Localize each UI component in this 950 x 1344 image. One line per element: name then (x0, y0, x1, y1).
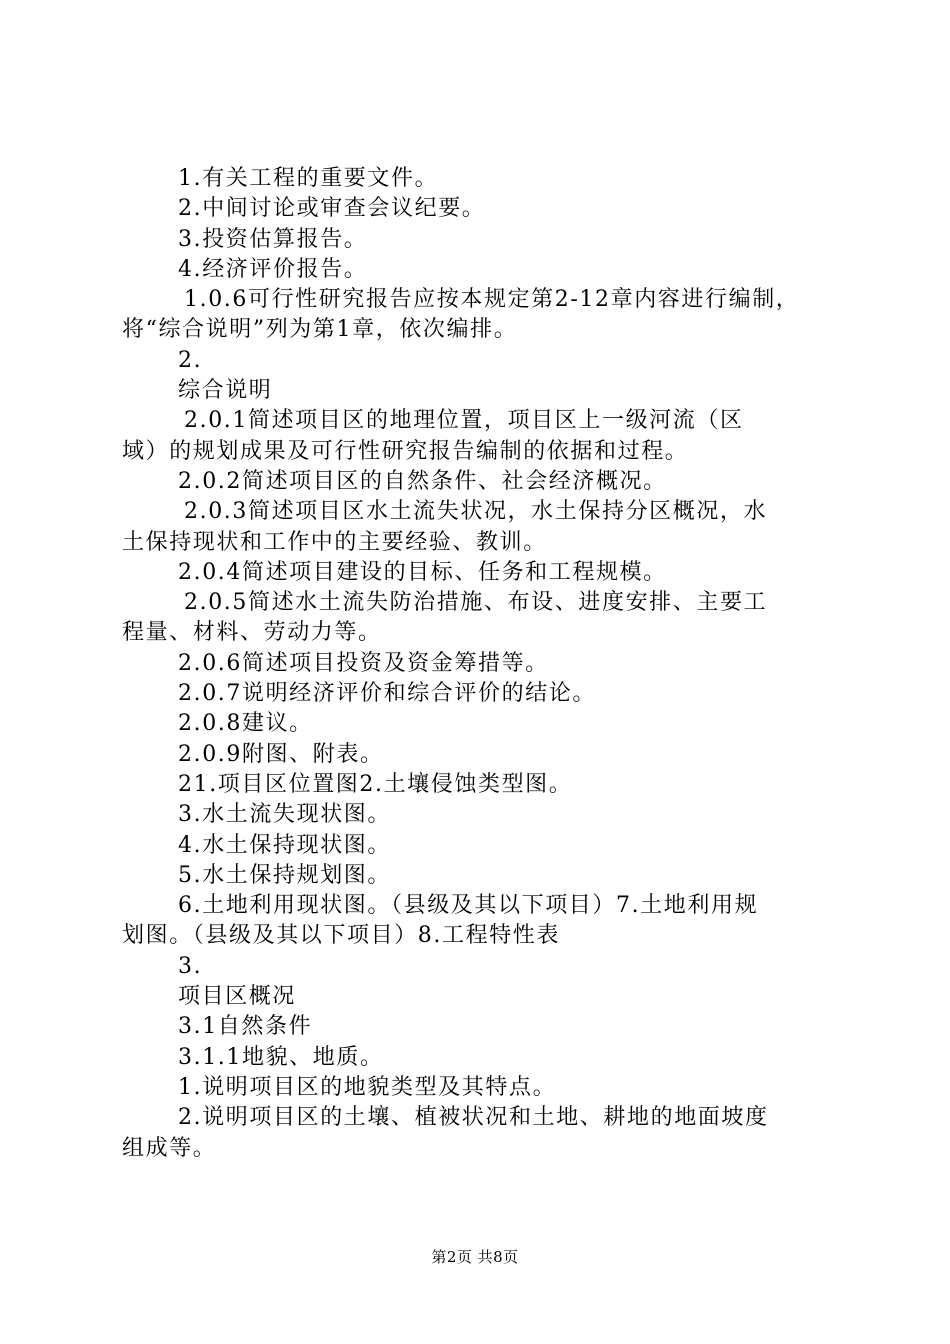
page-footer: 第2页 共8页 (431, 1248, 519, 1266)
text-line: 将“综合说明”列为第1章，依次编排。 (122, 317, 518, 343)
text-line: 5.水土保持规划图。 (178, 862, 391, 888)
text-line: 4.水土保持现状图。 (178, 832, 391, 858)
text-line: 项目区概况 (178, 984, 297, 1010)
text-line: 土保持现状和工作中的主要经验、教训。 (122, 529, 547, 555)
text-line: 2.中间讨论或审查会议纪要。 (178, 196, 486, 222)
text-line: 2.0.8建议。 (178, 711, 313, 737)
text-line: 2.0.4简述项目建设的目标、任务和工程规模。 (178, 559, 667, 585)
text-line: 2.0.3简述项目区水土流失状况，水土保持分区概况，水 (184, 499, 768, 525)
text-line: 6.土地利用现状图。（县级及其以下项目）7.土地利用规 (178, 893, 759, 919)
text-line: 1.说明项目区的地貌类型及其特点。 (178, 1074, 557, 1100)
text-line: 组成等。 (122, 1135, 217, 1161)
text-line: 3.1.1地貌、地质。 (178, 1044, 384, 1070)
text-line: 3.投资估算报告。 (178, 226, 368, 252)
text-line: 2.0.2简述项目区的自然条件、社会经济概况。 (178, 468, 667, 494)
document-body (122, 164, 834, 1164)
text-line: 3. (178, 953, 203, 979)
text-line: 2. (178, 347, 203, 373)
text-line: 3.1自然条件 (178, 1014, 313, 1040)
text-line: 4.经济评价报告。 (178, 256, 368, 282)
text-line: 2.说明项目区的土壤、植被状况和土地、耕地的地面坡度 (178, 1105, 769, 1131)
text-line: 3.水土流失现状图。 (178, 802, 391, 828)
text-line: 2.0.9附图、附表。 (178, 741, 384, 767)
text-line: 划图。（县级及其以下项目）8.工程特性表 (122, 923, 560, 949)
text-line: 2.0.7说明经济评价和综合评价的结论。 (178, 681, 596, 707)
text-line: 2.0.6简述项目投资及资金筹措等。 (178, 650, 549, 676)
text-line: 1.0.6可行性研究报告应按本规定第2-12章内容进行编制， (184, 287, 800, 313)
text-line: 域）的规划成果及可行性研究报告编制的依据和过程。 (122, 438, 689, 464)
text-line: 2.0.5简述水土流失防治措施、布设、进度安排、主要工 (184, 590, 768, 616)
text-line: 程量、材料、劳动力等。 (122, 620, 382, 646)
text-line: 21.项目区位置图2.土壤侵蚀类型图。 (178, 771, 573, 797)
text-line: 综合说明 (178, 378, 273, 404)
text-line: 1.有关工程的重要文件。 (178, 166, 439, 191)
text-line: 2.0.1简述项目区的地理位置，项目区上一级河流（区 (184, 408, 744, 434)
